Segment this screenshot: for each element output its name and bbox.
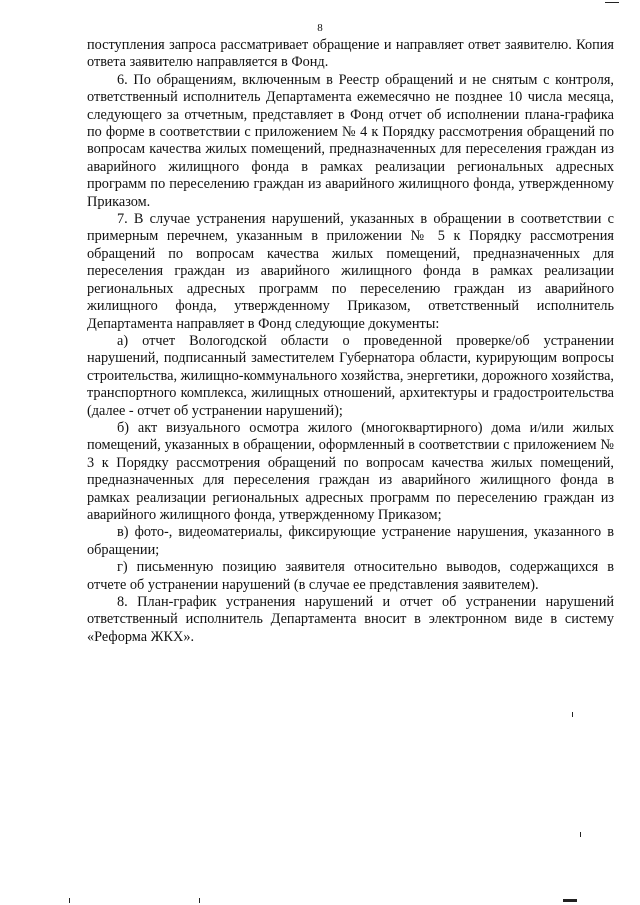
- paragraph-item-6: 6. По обращениям, включенным в Реестр обращений и не снятым с контроля, ответственный исполнитель Департамента ежемесячно не позднее 10 числа месяца, следующего за отчетным, представляет в Фонд отчет об исполнении плана-графика по форме в соответствии с приложением № 4 к Порядку рассмотрения обращений по вопросам качества жилых помещений, предназначенных для переселения граждан из аварийного жилищного фонда в рамках реализации региональных адресных программ по переселению граждан из аварийного жилищного фонда, утвержденному Приказом.: [87, 71, 614, 210]
- paragraph-item-7: 7. В случае устранения нарушений, указанных в обращении в соответствии с примерным перечнем, указанным в приложении № 5 к Порядку рассмотрения обращений по вопросам качества жилых помещений, предназначенных для переселения граждан из аварийного жилищного фонда в рамках реализации региональных адресных программ по переселению граждан из аварийного жилищного фонда, утвержденному Приказом, ответственный исполнитель Департамента направляет в Фонд следующие документы:: [87, 211, 614, 332]
- paragraph-subitem-b: б) акт визуального осмотра жилого (многоквартирного) дома и/или жилых помещений, указанных в обращении, оформленный в соответствии с приложением № 3 к Порядку рассмотрения обращений по вопросам качества жилых помещений, предназначенных для переселения граждан из аварийного жилищного фонда в рамках реализации региональных адресных программ по переселению граждан из аварийного жилищного фонда, утвержденному Приказом;: [87, 419, 614, 523]
- paragraph-continuation: поступления запроса рассматривает обращение и направляет ответ заявителю. Копия ответа заявителю направляется в Фонд.: [87, 37, 614, 71]
- scan-artifact-mark: [563, 899, 577, 902]
- paragraph-subitem-g: г) письменную позицию заявителя относительно выводов, содержащихся в отчете об устранении нарушений (в случае ее представления заявителем).: [87, 559, 614, 593]
- page-number: 8: [317, 22, 323, 34]
- scan-artifact-mark: [69, 898, 70, 903]
- paragraph-subitem-v: в) фото-, видеоматериалы, фиксирующие устранение нарушения, указанного в обращении;: [87, 524, 614, 558]
- document-body: [87, 37, 614, 646]
- paragraph-subitem-a: а) отчет Вологодской области о проведенной проверке/об устранении нарушений, подписанный заместителем Губернатора области, курирующим вопросы строительства, жилищно-коммунального хозяйства, энергетики, дорожного хозяйства, транспортного комплекса, жилищных отношений, архитектуры и градостроительства (далее - отчет об устранении нарушений);: [87, 332, 614, 419]
- scan-artifact-mark: [572, 712, 573, 717]
- paragraph-item-8: 8. План-график устранения нарушений и отчет об устранении нарушений ответственный исполнитель Департамента вносит в электронном виде в систему «Реформа ЖКХ».: [87, 594, 614, 645]
- scan-artifact-mark: [605, 2, 619, 3]
- scan-artifact-mark: [199, 898, 200, 903]
- scan-artifact-mark: [580, 832, 581, 837]
